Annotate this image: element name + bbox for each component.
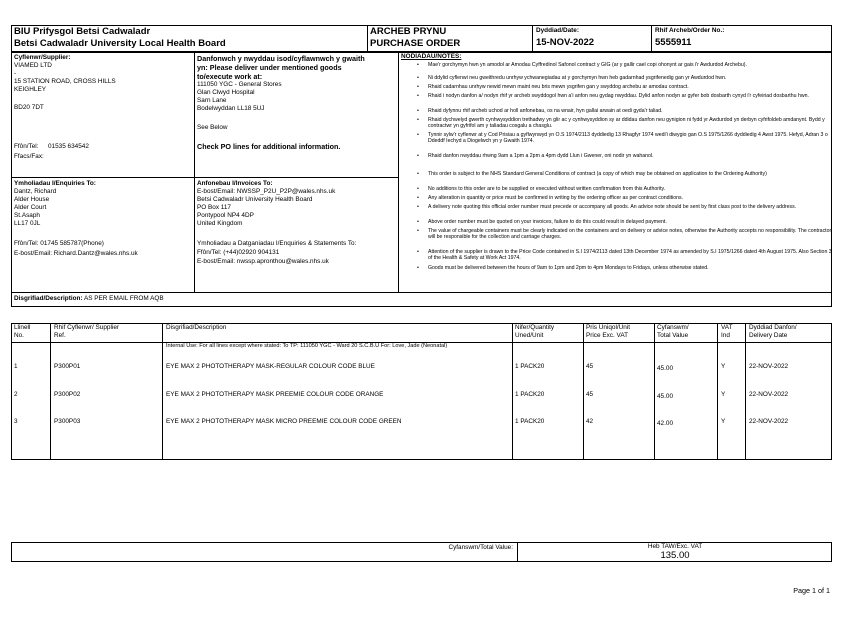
date-value: 15-NOV-2022 xyxy=(536,37,595,48)
note-item: No additions to this order are to be supplied or executed without written confirmation from this Authority. xyxy=(428,186,666,192)
delivery-check-note: Check PO lines for additional information. xyxy=(197,142,341,151)
supplier-label: Cyflenwr/Supplier: xyxy=(14,54,71,61)
cell-quantity: 1 PACK20 xyxy=(515,363,545,370)
enquiries-line: LL17 0JL xyxy=(14,220,41,227)
cell-ref: P300P03 xyxy=(54,418,81,425)
page-number: Page 1 of 1 xyxy=(793,586,830,595)
cell-description: EYE MAX 2 PHOTOTHERAPY MASK MICRO PREEMIE COLOUR CODE GREEN xyxy=(166,418,402,425)
supplier-address-2: KEIGHLEY xyxy=(14,86,46,93)
delivery-heading-2: yn: Please deliver under mentioned goods xyxy=(197,63,342,72)
col-header-delivery-date: Dyddiad Danfon/ Delivery Date xyxy=(749,324,797,339)
cell-vat: Y xyxy=(721,363,726,370)
delivery-heading-3: to/execute work at: xyxy=(197,72,263,81)
total-vat-note: Heb TAW/Exc. VAT xyxy=(647,543,703,550)
supplier-name: VIAMED LTD xyxy=(14,62,52,69)
org-name-welsh: BIU Prifysgol Betsi Cadwaladr xyxy=(14,26,151,37)
cell-vat: Y xyxy=(721,418,726,425)
note-item: Rhaid danfon nwyddau rhwng 9am a 1pm a 2pm a 4pm dydd Llun i Gwener, oni nodir yn wahanol. xyxy=(428,153,654,159)
supplier-dash: - xyxy=(14,70,17,77)
doc-title-english: PURCHASE ORDER xyxy=(370,38,461,49)
note-item: Rhaid dychwelyd gwerth cynhwysyddion trethadwy yn glir ac y cynhwysyddion sy ar ddidau danfon neu gynigion ni fydd yr Awdurdod yn derbyn cyfrifoldeb amdanynt. Bydd y contractwr yn gyfrifol am y taliadau cosgalu a chasglu. xyxy=(428,117,825,130)
enquiries-label: Ymholiadau I/Enquiries To: xyxy=(14,180,96,187)
cell-price: 42 xyxy=(586,418,594,425)
note-item: Rhaid cadarnhau unrhyw newid mewn maint neu bris mewn ysgrifen gan y swyddog archebu ar amodau contract. xyxy=(428,84,689,90)
cell-description: EYE MAX 2 PHOTOTHERAPY MASK PREEMIE COLOUR CODE ORANGE xyxy=(166,391,384,398)
col-header-description: Disgrifiad/Description xyxy=(166,324,227,331)
cell-total: 45.00 xyxy=(657,393,673,400)
invoices-enquiries-heading: Ymholiadau a Datganiadau I/Enquiries & Statements To: xyxy=(197,240,357,247)
note-item: Any alteration in quantity or price must be confirmed in writing by the ordering officer as per contract conditions. xyxy=(428,195,684,201)
total-label: Cyfanswm/Total Value: xyxy=(448,544,513,551)
cell-price: 45 xyxy=(586,391,594,398)
cell-total: 45.00 xyxy=(657,365,673,372)
supplier-postcode: BD20 7DT xyxy=(14,104,44,111)
cell-line: 2 xyxy=(14,391,18,398)
cell-description: EYE MAX 2 PHOTOTHERAPY MASK-REGULAR COLOUR CODE BLUE xyxy=(166,363,375,370)
cell-quantity: 1 PACK20 xyxy=(515,418,545,425)
cell-ref: P300P02 xyxy=(54,391,81,398)
invoices-email[interactable]: E-bost/Email: nwssp.apronthou@wales.nhs.uk xyxy=(197,258,329,265)
note-item: The value of chargeable containers must be clearly indicated on the containers and on delivery or advice notes, otherwise the Authority accepts no responsibility. The contractor will be responsible for the collection and carriage charges. xyxy=(428,228,832,241)
col-header-quantity: Nifer/Quantity Uned/Unit xyxy=(515,324,555,339)
cell-delivery-date: 22-NOV-2022 xyxy=(749,363,789,370)
cell-quantity: 1 PACK20 xyxy=(515,391,545,398)
note-item: Ni ddylid cyflenwi neu gweithredu unrhyw ychwanegiadau at y gorchymyn hwn heb gadarnhad ysgrifenedig gan yr Awdurdod hwn. xyxy=(428,75,727,81)
internal-use-note: Internal Use: For all lines except where stated: To TP: 111050 YGC - Ward 20 S.C.B.U For: Love, Jade (Neonatal) xyxy=(166,343,448,349)
note-item: Mae'r gorchymyn hwn yn amodol ar Amodau Cyffredinol Safonol contract y GIG (ar y gallir cael copi ohonynt ar gais i'r Awdurdod Archebu). xyxy=(428,62,747,68)
invoices-label: Anfonebau I/Invoices To: xyxy=(197,180,273,187)
delivery-address-1: 111050 YGC - General Stores xyxy=(197,81,282,88)
description-label: Disgrifiad/Description: xyxy=(14,295,83,302)
doc-title-welsh: ARCHEB PRYNU xyxy=(370,26,447,37)
supplier-phone-value: 01535 634542 xyxy=(48,143,89,150)
col-header-vat: VAT Ind xyxy=(721,324,733,339)
delivery-address-3: Sarn Lane xyxy=(197,97,227,104)
enquiries-line: St.Asaph xyxy=(14,212,40,219)
note-item: Tynnir sylw'r cyflenwr at y Cod Prisiau a gyflwynwyd yn O.S 1974/2113 dyddiedig 13 Rhagfyr 1974 wedi'i diwygio gan O.S 1975/1266 dyddiedig 4 Awst 1975. Hefyd, Adran 3 o Ddeddf Iechyd a Diogelwch yn y Gwaith 1974. xyxy=(428,132,828,145)
invoices-line: Betsi Cadwaladr University Health Board xyxy=(197,196,313,203)
delivery-address-4: Bodelwyddan LL18 5UJ xyxy=(197,105,265,112)
cell-delivery-date: 22-NOV-2022 xyxy=(749,391,789,398)
total-value: 135.00 xyxy=(660,550,690,561)
delivery-address-2: Glan Clwyd Hospital xyxy=(197,89,255,96)
col-header-total: Cyfanswm/ Total Value xyxy=(657,324,689,339)
supplier-address-1: 15 STATION ROAD, CROSS HILLS xyxy=(14,78,116,85)
enquiries-line: Dantz, Richard xyxy=(14,188,57,195)
notes-heading: NODIADAU/NOTES: xyxy=(401,53,462,60)
enquiries-line: Alder Court xyxy=(14,204,47,211)
invoices-line: PO Box 117 xyxy=(197,204,231,211)
enquiries-email[interactable]: E-bost/Email: Richard.Dantz@wales.nhs.uk xyxy=(14,250,138,257)
description-value: AS PER EMAIL FROM AQB xyxy=(83,295,164,302)
invoices-line: United Kingdom xyxy=(197,220,243,227)
enquiries-line: Alder House xyxy=(14,196,50,203)
delivery-see-below: See Below xyxy=(197,124,228,131)
invoices-line: Pontypool NP4 4DP xyxy=(197,212,254,219)
supplier-fax-label: Ffacs/Fax: xyxy=(14,153,44,160)
note-item: Above order number must be quoted on your invoices, failure to do this could result in delayed payment. xyxy=(428,219,667,225)
enquiries-phone: Ffôn/Tel: 01745 585787(Phone) xyxy=(14,240,104,247)
date-label: Dyddiad/Date: xyxy=(536,27,579,34)
col-header-price: Pris Uniqol/Unit Price Exc. VAT xyxy=(586,324,631,339)
org-name-english: Betsi Cadwaladr University Local Health Board xyxy=(14,38,226,49)
col-header-line: Llinell No. xyxy=(14,324,31,339)
supplier-phone-label: Ffôn/Tel: xyxy=(14,143,39,150)
cell-line: 1 xyxy=(14,363,18,370)
note-item: Rhaid dyfynnu rhif archeb uchod ar holl anfonebau, os na wnair, hyn gallai arwain at oedi gyda'r taliad. xyxy=(428,108,663,114)
note-item: Goods must be delivered between the hours of 9am to 1pm and 2pm to 4pm Mondays to Fridays, unless otherwise stated. xyxy=(428,265,709,271)
order-number-value: 5555911 xyxy=(655,37,692,48)
cell-total: 42.00 xyxy=(657,420,673,427)
note-item: Attention of the supplier is drawn to the Price Code contained in S.I 1974/2113 dated 13th December 1974 as amended by S.I 1975/1266 dated 4th August 1975. Also Section 3 of the Health & Safety at Work Act 1974. xyxy=(428,249,832,262)
order-description xyxy=(14,295,164,303)
invoices-phone: Ffôn/Tel: (+44)02920 904131 xyxy=(197,249,280,256)
cell-delivery-date: 22-NOV-2022 xyxy=(749,418,789,425)
cell-vat: Y xyxy=(721,391,726,398)
note-item: This order is subject to the NHS Standard General Conditions of contract (a copy of which may be obtained on application to the Ordering Authority) xyxy=(428,171,767,177)
order-number-label: Rhif Archeb/Order No.: xyxy=(655,27,725,34)
note-item: A delivery note quoting this official order number must precede or accompany all goods. An advice note should be sent by first class post to the delivery address. xyxy=(428,204,797,210)
col-header-ref: Rhif Cyflenwr/ Supplier Ref. xyxy=(54,324,119,339)
cell-line: 3 xyxy=(14,418,18,425)
cell-ref: P300P01 xyxy=(54,363,81,370)
cell-price: 45 xyxy=(586,363,594,370)
delivery-heading-1: Danfonwch y nwyddau isod/cyflawnwch y gwaith xyxy=(197,54,365,63)
note-item: Rhaid i nodyn danfon a/ nodyn rhif yr archeb swyddogol hwn a'i anfon neu gydag nwyddau. Dylid anfon nodyn ar gyfer bob dosbarth cynyd i'r cyfeiriad dosbarthu hwn. xyxy=(428,93,809,99)
invoices-line[interactable]: E-bost/Email: NWSSP_P2U_P2P@wales.nhs.uk xyxy=(197,188,336,195)
